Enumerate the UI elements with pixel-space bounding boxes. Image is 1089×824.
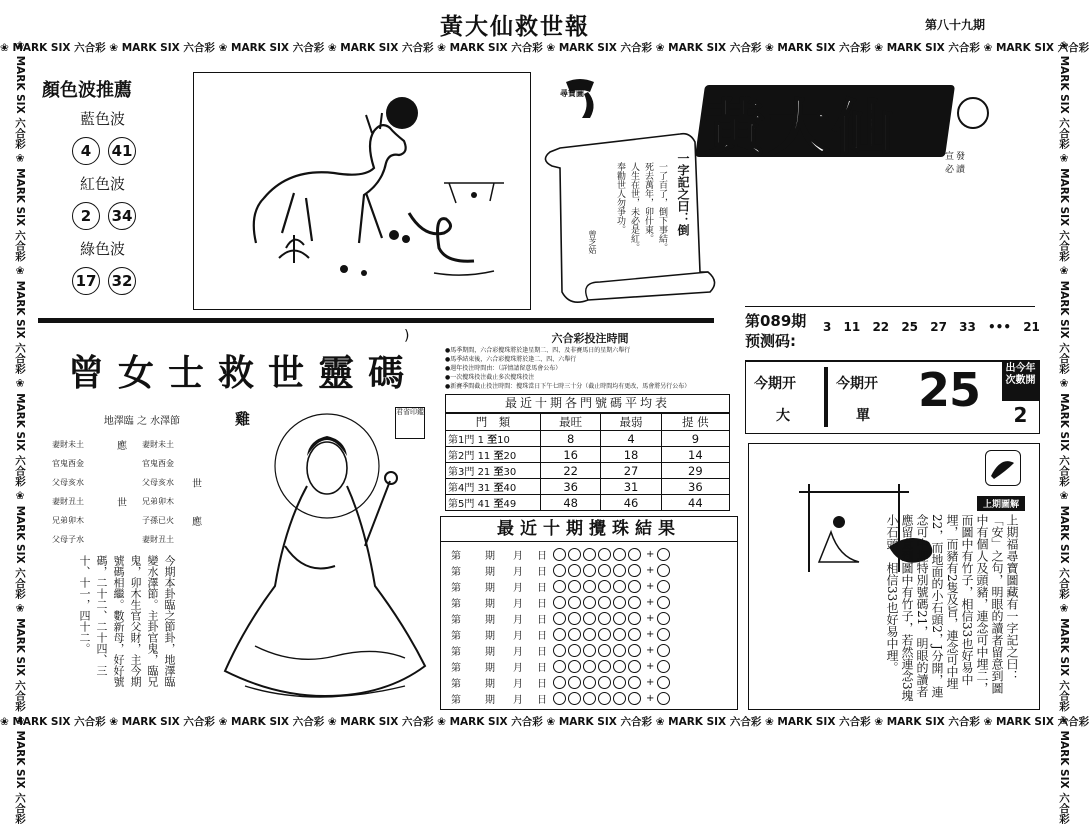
wave-number: 17 xyxy=(72,267,100,295)
hexagram-row xyxy=(52,454,232,473)
ball-slot xyxy=(553,564,566,577)
hexagram-rows xyxy=(52,435,232,549)
wave-label: 紅色波 xyxy=(80,175,126,193)
bet-time-line: ●新賽季間截止投注時間：攪珠當日下午七時三十分（截止時間均有更改，馬會將另行公布） xyxy=(445,383,691,390)
predict-number: 21 xyxy=(1023,320,1040,334)
plus-sign: + xyxy=(646,564,655,576)
special-ball-slot xyxy=(657,548,670,561)
hexagram-row xyxy=(52,435,232,454)
gate-tip: 44 xyxy=(661,495,729,511)
table-row: 第3門 21 至30 22 27 29 xyxy=(446,463,730,479)
row-qi-label: 第 xyxy=(451,598,461,610)
special-ball-slot xyxy=(657,580,670,593)
row-month-label: 月 xyxy=(513,598,523,610)
ball-slot xyxy=(598,548,611,561)
predict-number: 33 xyxy=(959,320,976,334)
ball-slot xyxy=(628,580,641,593)
recent-draw-row xyxy=(441,578,737,594)
row-period-label: 期 xyxy=(485,630,495,642)
predict-number: ••• xyxy=(988,320,1012,334)
recent-draw-row xyxy=(441,642,737,658)
bet-time-line: ●馬季期間，六合彩攪珠將於逢星期二、四、及非賽馬日的星期六舉行 xyxy=(445,347,631,354)
recent-draws-panel xyxy=(440,516,738,710)
gate-hot: 16 xyxy=(541,447,601,463)
ball-slot xyxy=(583,596,596,609)
next-period-panel xyxy=(745,360,1040,434)
hexagram-right: 妻財未土 xyxy=(142,440,174,449)
ball-slot xyxy=(583,548,596,561)
banner-title: 曾女士救世靈碼 xyxy=(68,352,419,394)
row-qi-label: 第 xyxy=(451,630,461,642)
hexagram-verse: 今期本卦臨之節卦，地澤臨變水澤節。主卦官鬼，臨兄鬼，卯木生官父財，主今期號碼相繼。數新母，好好號碼，二十二、二十四、三十、十一，四十二。 xyxy=(78,555,176,687)
wave-number: 41 xyxy=(108,137,136,165)
recent-draws-title: 最近十期攪珠結果 xyxy=(441,517,737,542)
hexagram-mark: 應 xyxy=(117,441,127,452)
period-label: 第089期 xyxy=(745,312,807,330)
row-period-label: 期 xyxy=(485,582,495,594)
hexagram-left: 官鬼酉金 xyxy=(52,459,84,468)
ball-slot xyxy=(613,660,626,673)
scroll-heading: 一字記之曰：倒 xyxy=(676,152,690,236)
wave-number: 34 xyxy=(108,202,136,230)
gates-table xyxy=(445,413,730,511)
table-row: 第5門 41 至49 48 46 44 xyxy=(446,495,730,511)
row-month-label: 月 xyxy=(513,646,523,658)
recent-draw-row xyxy=(441,594,737,610)
gate-tip: 14 xyxy=(661,447,729,463)
plus-sign: + xyxy=(646,580,655,592)
ball-slot xyxy=(553,580,566,593)
ball-slot xyxy=(568,580,581,593)
bet-time-panel xyxy=(445,330,735,391)
gate-tip: 9 xyxy=(661,431,729,447)
ball-slot xyxy=(628,692,641,705)
gate-name: 第5門 xyxy=(448,499,475,510)
row-qi-label: 第 xyxy=(451,550,461,562)
hexagram-right: 子孫已火 xyxy=(142,516,174,525)
open-label: 今期开 xyxy=(836,376,878,392)
ball-slot xyxy=(613,548,626,561)
wave-label: 綠色波 xyxy=(80,240,126,258)
ball-slot xyxy=(613,676,626,689)
row-period-label: 期 xyxy=(485,550,495,562)
big-number: 25 xyxy=(918,363,981,417)
row-day-label: 日 xyxy=(537,582,547,594)
gate-hot: 36 xyxy=(541,479,601,495)
wave-number: 4 xyxy=(72,137,100,165)
hexagram-mark: 世 xyxy=(192,479,202,490)
gate-cold: 31 xyxy=(601,479,661,495)
stamp-seal: 君省印鑑 xyxy=(395,407,425,439)
ball-slot xyxy=(598,612,611,625)
border-left: ❀ MARK SIX 六合彩 ❀ MARK SIX 六合彩 ❀ MARK SIX 六合彩 ❀ MARK SIX 六合彩 ❀ MARK SIX 六合彩 ❀ MARK SIX 六合彩 ❀ MARK SIX 六合彩 xyxy=(14,40,26,824)
ball-slot xyxy=(568,628,581,641)
ball-slot xyxy=(598,676,611,689)
border-text: ❀ MARK SIX 六合彩 xyxy=(0,42,110,54)
hexagram-row xyxy=(52,511,232,530)
row-month-label: 月 xyxy=(513,630,523,642)
open-value: 大 xyxy=(776,408,790,424)
bet-time-title: 六合彩投注時間 xyxy=(551,332,629,345)
horse-illustration xyxy=(193,72,531,310)
ball-slot xyxy=(628,660,641,673)
open-label: 今期开 xyxy=(754,376,796,392)
treasure-badge-label: 尋寶圖 xyxy=(560,89,584,98)
plus-sign: + xyxy=(646,628,655,640)
hexagram-mark: 世 xyxy=(117,498,127,509)
horse-drawing xyxy=(194,73,530,309)
explain-badge: 上期圖解 xyxy=(977,496,1025,511)
recent-draw-row xyxy=(441,546,737,562)
special-ball-slot xyxy=(657,564,670,577)
special-ball-slot xyxy=(657,628,670,641)
gate-cold: 4 xyxy=(601,431,661,447)
scroll-poem xyxy=(540,132,720,307)
ball-slot xyxy=(553,596,566,609)
scroll-line: 人生在世，未必是紅。 xyxy=(629,162,639,252)
draw-info xyxy=(745,306,1045,362)
row-month-label: 月 xyxy=(513,582,523,594)
ball-slot xyxy=(583,692,596,705)
ball-slot xyxy=(613,628,626,641)
row-period-label: 期 xyxy=(485,598,495,610)
gate-hot: 22 xyxy=(541,463,601,479)
row-qi-label: 第 xyxy=(451,662,461,674)
bet-time-line: ●一次攪珠投注截止多次攪珠投注 xyxy=(445,374,535,381)
hexagram-left: 父母子水 xyxy=(52,535,84,544)
table-header: 門 類 xyxy=(446,414,541,431)
plus-sign: + xyxy=(646,692,655,704)
hexagram-right: 官鬼酉金 xyxy=(142,459,174,468)
hexagram-row xyxy=(52,530,232,549)
row-period-label: 期 xyxy=(485,662,495,674)
row-month-label: 月 xyxy=(513,614,523,626)
ball-slot xyxy=(553,628,566,641)
row-day-label: 日 xyxy=(537,630,547,642)
row-qi-label: 第 xyxy=(451,582,461,594)
row-day-label: 日 xyxy=(537,550,547,562)
ball-slot xyxy=(628,676,641,689)
section-divider xyxy=(38,318,714,323)
row-month-label: 月 xyxy=(513,566,523,578)
hexagram-row xyxy=(52,473,232,492)
recent-draw-row xyxy=(441,610,737,626)
predict-number: 3 xyxy=(823,320,832,334)
gate-cold: 18 xyxy=(601,447,661,463)
ball-slot xyxy=(598,564,611,577)
ball-slot xyxy=(583,580,596,593)
gate-cold: 46 xyxy=(601,495,661,511)
special-ball-slot xyxy=(657,676,670,689)
row-qi-label: 第 xyxy=(451,646,461,658)
scroll-signature: 曾芝姑 xyxy=(588,230,597,254)
scroll-line: 奉勸世人勿爭功。 xyxy=(615,162,625,234)
gate-cold: 27 xyxy=(601,463,661,479)
gate-name: 第2門 xyxy=(448,451,475,462)
recent-draw-row xyxy=(441,626,737,642)
hexagram-row xyxy=(52,492,232,511)
ball-slot xyxy=(598,628,611,641)
hexagram-right: 兄弟卯木 xyxy=(142,497,174,506)
gates-banner: 最近十期各門號碼平均表 xyxy=(445,394,730,413)
table-header: 提 供 xyxy=(661,414,729,431)
hexagram-heading: 地澤臨 之 水澤節 xyxy=(103,416,181,427)
recent-draw-row xyxy=(441,690,737,706)
ball-slot xyxy=(583,564,596,577)
plus-sign: + xyxy=(646,548,655,560)
wave-label: 藍色波 xyxy=(80,110,126,128)
ball-slot xyxy=(628,564,641,577)
logo-text: 黃大仙 xyxy=(705,94,897,164)
page-title: 黃大仙救世報 xyxy=(440,13,590,40)
special-ball-slot xyxy=(657,660,670,673)
border-top: ❀ MARK SIX 六合彩 ❀ MARK SIX 六合彩 ❀ MARK SIX 六合彩 ❀ MARK SIX 六合彩 ❀ MARK SIX 六合彩 ❀ MARK SIX 六合彩 ❀ MARK SIX 六合彩 ❀ MARK SIX 六合彩 ❀ MARK SIX 六合彩 ❀ MARK SIX 六合彩 xyxy=(0,42,1089,54)
gate-hot: 48 xyxy=(541,495,601,511)
gate-tip: 36 xyxy=(661,479,729,495)
hexagram-left: 父母亥水 xyxy=(52,478,84,487)
ball-slot xyxy=(553,676,566,689)
row-day-label: 日 xyxy=(537,694,547,706)
row-day-label: 日 xyxy=(537,614,547,626)
ball-slot xyxy=(583,612,596,625)
gate-name: 第4門 xyxy=(448,483,475,494)
ball-slot xyxy=(598,692,611,705)
predict-number: 27 xyxy=(930,320,947,334)
row-period-label: 期 xyxy=(485,694,495,706)
ball-slot xyxy=(598,660,611,673)
predict-number: 11 xyxy=(843,320,861,334)
color-wave-panel xyxy=(42,76,182,295)
plus-sign: + xyxy=(646,612,655,624)
row-qi-label: 第 xyxy=(451,566,461,578)
ball-slot xyxy=(568,612,581,625)
ball-slot xyxy=(598,580,611,593)
ball-slot xyxy=(553,612,566,625)
predict-label: 预测码: xyxy=(745,332,796,350)
predict-number: 22 xyxy=(872,320,890,334)
recent-draw-row xyxy=(441,658,737,674)
table-row: 第2門 11 至20 16 18 14 xyxy=(446,447,730,463)
hexagram-left: 妻財未土 xyxy=(52,440,84,449)
table-row: 第4門 31 至40 36 31 36 xyxy=(446,479,730,495)
ball-slot xyxy=(568,596,581,609)
predict-numbers xyxy=(823,320,1040,334)
wave-number: 32 xyxy=(108,267,136,295)
color-wave-title: 顏色波推薦 xyxy=(42,80,132,101)
ball-slot xyxy=(568,692,581,705)
ball-slot xyxy=(628,548,641,561)
ball-slot xyxy=(568,644,581,657)
row-month-label: 月 xyxy=(513,662,523,674)
ball-slot xyxy=(583,660,596,673)
scroll-line: 死去萬年，卯什東。 xyxy=(643,162,653,243)
row-month-label: 月 xyxy=(513,694,523,706)
ball-slot xyxy=(553,692,566,705)
ball-slot xyxy=(628,612,641,625)
special-ball-slot xyxy=(657,692,670,705)
ball-slot xyxy=(568,564,581,577)
special-ball-slot xyxy=(657,644,670,657)
gates-panel xyxy=(445,394,730,511)
row-day-label: 日 xyxy=(537,598,547,610)
ball-slot xyxy=(628,644,641,657)
hexagram-right: 妻財丑土 xyxy=(142,535,174,544)
gate-name: 第1門 xyxy=(448,435,475,446)
issue-number: 第八十九期 xyxy=(925,18,986,32)
row-period-label: 期 xyxy=(485,678,495,690)
row-qi-label: 第 xyxy=(451,694,461,706)
bet-time-line: ●週年投注時間由：（詳情請留意馬會公布） xyxy=(445,365,562,372)
row-qi-label: 第 xyxy=(451,614,461,626)
table-row: 第1門 1 至10 8 4 9 xyxy=(446,431,730,447)
row-month-label: 月 xyxy=(513,678,523,690)
ball-slot xyxy=(583,644,596,657)
hexagram-right: 父母亥水 xyxy=(142,478,174,487)
open-divider xyxy=(824,367,828,427)
special-ball-slot xyxy=(657,596,670,609)
ball-slot xyxy=(553,660,566,673)
plus-sign: + xyxy=(646,676,655,688)
ball-slot xyxy=(613,564,626,577)
table-header-row xyxy=(446,414,730,431)
ball-slot xyxy=(613,644,626,657)
gate-hot: 8 xyxy=(541,431,601,447)
wave-number: 2 xyxy=(72,202,100,230)
table-header: 最弱 xyxy=(601,414,661,431)
ball-slot xyxy=(568,548,581,561)
row-day-label: 日 xyxy=(537,678,547,690)
scroll-line: 一了百了，倒下事結。 xyxy=(657,162,667,252)
ball-slot xyxy=(568,660,581,673)
ball-slot xyxy=(568,676,581,689)
ball-slot xyxy=(613,580,626,593)
ball-slot xyxy=(628,628,641,641)
side-label: 出今年次數開 xyxy=(1002,361,1039,401)
border-bottom: ❀ MARK SIX 六合彩 ❀ MARK SIX 六合彩 ❀ MARK SIX 六合彩 ❀ MARK SIX 六合彩 ❀ MARK SIX 六合彩 ❀ MARK SIX 六合彩 ❀ MARK SIX 六合彩 ❀ MARK SIX 六合彩 ❀ MARK SIX 六合彩 ❀ MARK SIX 六合彩 xyxy=(0,716,1089,728)
hexagram-mark: 應 xyxy=(192,517,202,528)
explain-panel xyxy=(748,443,1040,710)
ball-slot xyxy=(613,692,626,705)
special-ball-slot xyxy=(657,612,670,625)
explain-text: 上期福尋寶圖藏有一字記之曰：「安」之句，明眼的讀者留意到圖中有個人及頭豬，連念可中埋二，而圖中有竹子，相信33也好易中埋，而豬有2隻及旨，連念可中埋22，而地面的小石頭2，J分開，連念可中埋特別號碼21，明眼的讀者應留意到圖中有竹子，若然連念3塊小石頭，相信33也好易中理。 xyxy=(885,514,1019,702)
recent-draw-row xyxy=(441,562,737,578)
plus-sign: + xyxy=(646,644,655,656)
ball-slot xyxy=(598,596,611,609)
explain-icon xyxy=(985,450,1021,486)
moon-mark: ) xyxy=(404,328,410,344)
ball-slot xyxy=(613,612,626,625)
brand-logo xyxy=(705,75,975,175)
hexagram-panel xyxy=(52,412,232,549)
hexagram-left: 妻財丑土 xyxy=(52,497,84,506)
recent-draw-row xyxy=(441,674,737,690)
gate-tip: 29 xyxy=(661,463,729,479)
open-value: 單 xyxy=(856,408,870,424)
row-period-label: 期 xyxy=(485,614,495,626)
gate-name: 第3門 xyxy=(448,467,475,478)
side-value: 2 xyxy=(1013,403,1028,427)
plus-sign: + xyxy=(646,596,655,608)
rooster-label: 雞 xyxy=(235,410,251,428)
ball-slot xyxy=(583,628,596,641)
predict-number: 25 xyxy=(901,320,919,334)
hexagram-left: 兄弟卯木 xyxy=(52,516,84,525)
recent-draws-rows xyxy=(441,542,737,706)
logo-tag: 宣發必讀 xyxy=(945,152,968,175)
row-qi-label: 第 xyxy=(451,678,461,690)
plus-sign: + xyxy=(646,660,655,672)
ball-slot xyxy=(583,676,596,689)
ball-slot xyxy=(598,644,611,657)
ball-slot xyxy=(553,644,566,657)
ball-slot xyxy=(613,596,626,609)
guanyin-illustration xyxy=(215,396,435,714)
row-day-label: 日 xyxy=(537,646,547,658)
ball-slot xyxy=(553,548,566,561)
row-month-label: 月 xyxy=(513,550,523,562)
row-period-label: 期 xyxy=(485,646,495,658)
treasure-badge xyxy=(560,76,600,120)
border-right: ❀ MARK SIX 六合彩 ❀ MARK SIX 六合彩 ❀ MARK SIX 六合彩 ❀ MARK SIX 六合彩 ❀ MARK SIX 六合彩 ❀ MARK SIX 六合彩 ❀ MARK SIX 六合彩 xyxy=(1058,40,1070,824)
row-period-label: 期 xyxy=(485,566,495,578)
table-header: 最旺 xyxy=(541,414,601,431)
bet-time-line: ●馬季結束後，六合彩攪珠將於逢二、四、六舉行 xyxy=(445,356,577,363)
ball-slot xyxy=(628,596,641,609)
row-day-label: 日 xyxy=(537,662,547,674)
guanyin-drawing xyxy=(215,396,435,714)
row-day-label: 日 xyxy=(537,566,547,578)
logo-emblem-icon xyxy=(957,97,989,129)
